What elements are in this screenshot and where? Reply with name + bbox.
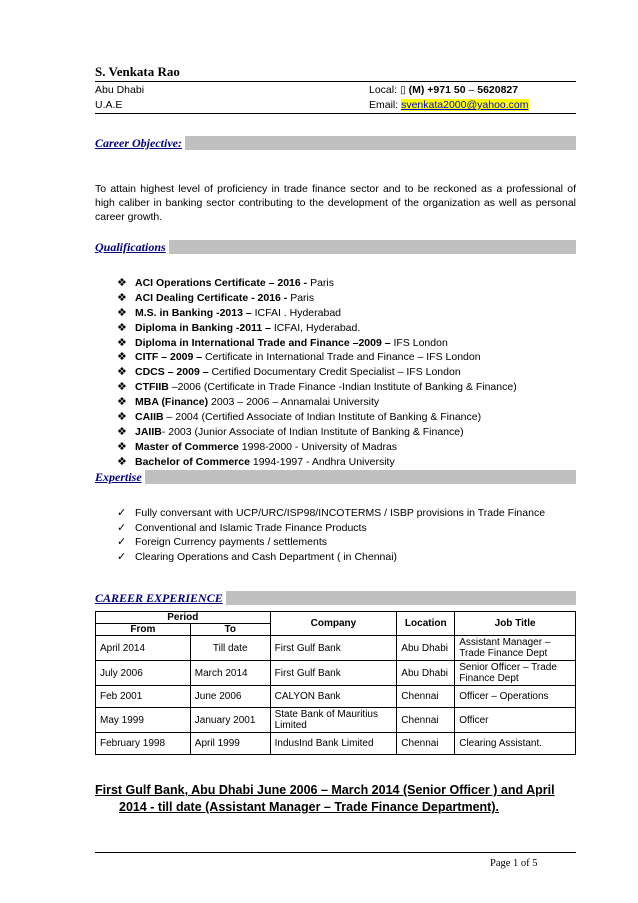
header-email xyxy=(369,99,529,111)
header-period: Period xyxy=(96,612,271,624)
qualification-item xyxy=(117,291,517,306)
header-phone xyxy=(369,84,518,96)
qualification-item xyxy=(117,365,517,380)
header-location: Location xyxy=(397,612,455,636)
qualification-detail: Certified Documentary Credit Specialist – IFS London xyxy=(211,366,461,379)
header-from: From xyxy=(96,624,191,636)
cell-from: May 1999 xyxy=(96,708,191,733)
qualification-detail: Certificate in International Trade and Finance – IFS London xyxy=(205,351,481,364)
footer-rule xyxy=(95,852,576,853)
header-bottom-rule xyxy=(95,113,576,114)
cell-to: March 2014 xyxy=(190,661,270,686)
header-city: Abu Dhabi xyxy=(95,84,145,96)
phone-dash: – xyxy=(465,84,478,96)
qualification-title: Diploma in International Trade and Finance –2009 – xyxy=(135,336,394,349)
cell-location: Chennai xyxy=(397,733,455,755)
qualification-detail: ICFAI . Hyderabad xyxy=(254,306,341,319)
expertise-item xyxy=(117,506,545,521)
qualification-title: Master of Commerce xyxy=(135,440,242,453)
cell-from: April 2014 xyxy=(96,636,191,661)
qualification-title: CITF – 2009 – xyxy=(135,351,206,364)
qualification-title: CTFIIB xyxy=(135,381,172,394)
header-job-title: Job Title xyxy=(455,612,576,636)
qualification-item xyxy=(117,350,517,365)
job-heading-line-2: 2014 - till date (Assistant Manager – Trade Finance Department). xyxy=(119,800,499,814)
phone-label: (M) +971 50 xyxy=(405,84,466,96)
career-table xyxy=(95,611,576,755)
checkmark-icon: ✓ xyxy=(117,550,127,563)
cell-to: Till date xyxy=(190,636,270,661)
diamond-bullet-icon: ❖ xyxy=(117,321,127,334)
expertise-text: Fully conversant with UCP/URC/ISP98/INCOTERMS / ISBP provisions in Trade Finance xyxy=(135,507,546,519)
cell-job-title: Senior Officer – Trade Finance Dept xyxy=(455,661,576,686)
cell-from: February 1998 xyxy=(96,733,191,755)
checkmark-icon: ✓ xyxy=(117,521,127,534)
cell-job-title: Officer – Operations xyxy=(455,686,576,708)
diamond-bullet-icon: ❖ xyxy=(117,455,127,468)
cell-job-title: Officer xyxy=(455,708,576,733)
section-title-objective: Career Objective: xyxy=(95,136,185,150)
qualification-detail: ICFAI, Hyderabad. xyxy=(273,321,361,334)
cell-to: June 2006 xyxy=(190,686,270,708)
phone-icon: ▯ xyxy=(399,84,406,96)
qualification-item xyxy=(117,336,517,351)
qualification-title: CAIIB xyxy=(135,411,167,424)
checkmark-icon: ✓ xyxy=(117,536,127,548)
diamond-bullet-icon: ❖ xyxy=(117,277,127,289)
checkmark-icon: ✓ xyxy=(117,507,127,519)
expertise-text: Clearing Operations and Cash Department ( in Chennai) xyxy=(135,550,398,563)
qualification-item xyxy=(117,276,517,291)
table-row xyxy=(96,733,576,755)
table-row xyxy=(96,636,576,661)
diamond-bullet-icon: ❖ xyxy=(117,440,127,453)
qualification-detail: 2003 – 2006 – Annamalai University xyxy=(211,396,380,409)
qualification-title: Bachelor of Commerce xyxy=(135,455,253,468)
qualification-title: M.S. in Banking -2013 – xyxy=(135,306,255,319)
qualification-title: Diploma in Banking -2011 – xyxy=(135,321,274,334)
cell-location: Chennai xyxy=(397,708,455,733)
job-heading-line-1: First Gulf Bank, Abu Dhabi June 2006 – March 2014 (Senior Officer ) and April xyxy=(95,783,555,797)
cell-company: State Bank of Mauritius Limited xyxy=(270,708,397,733)
qualification-item xyxy=(117,306,517,321)
qualification-item xyxy=(117,425,517,440)
diamond-bullet-icon: ❖ xyxy=(117,366,127,379)
qualification-item xyxy=(117,380,517,395)
diamond-bullet-icon: ❖ xyxy=(117,336,127,349)
header-to: To xyxy=(190,624,270,636)
diamond-bullet-icon: ❖ xyxy=(117,396,127,409)
table-row xyxy=(96,686,576,708)
cell-from: July 2006 xyxy=(96,661,191,686)
cell-location: Chennai xyxy=(397,686,455,708)
cell-to: January 2001 xyxy=(190,708,270,733)
qualification-title: MBA (Finance) xyxy=(135,396,212,409)
qualification-detail: 1994-1997 - Andhra University xyxy=(252,455,395,468)
cell-company: IndusInd Bank Limited xyxy=(270,733,397,755)
qualification-item xyxy=(117,410,517,425)
expertise-item xyxy=(117,550,545,565)
expertise-text: Conventional and Islamic Trade Finance Products xyxy=(135,521,367,534)
diamond-bullet-icon: ❖ xyxy=(117,381,127,394)
cell-to: April 1999 xyxy=(190,733,270,755)
cell-from: Feb 2001 xyxy=(96,686,191,708)
section-qualifications xyxy=(95,240,576,254)
cell-company: First Gulf Bank xyxy=(270,636,397,661)
diamond-bullet-icon: ❖ xyxy=(117,411,127,424)
cell-location: Abu Dhabi xyxy=(397,636,455,661)
phone-number: 5620827 xyxy=(477,84,519,96)
table-row xyxy=(96,708,576,733)
phone-prefix: Local: xyxy=(369,84,400,96)
expertise-item xyxy=(117,521,545,536)
diamond-bullet-icon: ❖ xyxy=(117,425,127,438)
qualification-item xyxy=(117,321,517,336)
qualification-detail: IFS London xyxy=(393,336,448,349)
qualification-item xyxy=(117,440,517,455)
cell-job-title: Assistant Manager – Trade Finance Dept xyxy=(455,636,576,661)
cell-location: Abu Dhabi xyxy=(397,661,455,686)
section-expertise xyxy=(95,470,576,484)
header-country: U.A.E xyxy=(95,99,123,111)
qualification-detail: – 2004 (Certified Associate of Indian Institute of Banking & Finance) xyxy=(166,411,482,424)
section-objective xyxy=(95,136,576,150)
section-title-career: CAREER EXPERIENCE xyxy=(95,591,226,605)
qualifications-list xyxy=(117,276,517,470)
candidate-name: S. Venkata Rao xyxy=(95,64,180,79)
diamond-bullet-icon: ❖ xyxy=(117,306,127,319)
table-row xyxy=(96,661,576,686)
qualification-title: ACI Dealing Certificate - 2016 - xyxy=(135,291,291,304)
section-title-expertise: Expertise xyxy=(95,470,145,484)
qualification-detail: –2006 (Certificate in Trade Finance -Indian Institute of Banking & Finance) xyxy=(171,381,517,394)
email-link[interactable]: svenkata2000@yahoo.com xyxy=(401,99,529,111)
page-number: Page 1 of 5 xyxy=(490,858,538,869)
section-title-qualifications: Qualifications xyxy=(95,240,169,254)
expertise-text: Foreign Currency payments / settlements xyxy=(135,536,327,548)
qualification-item xyxy=(117,395,517,410)
qualification-title: CDCS – 2009 – xyxy=(135,366,212,379)
qualification-item xyxy=(117,455,517,470)
expertise-list xyxy=(117,506,545,564)
qualification-detail: - 2003 (Junior Associate of Indian Institute of Banking & Finance) xyxy=(161,425,464,438)
header-top-rule xyxy=(95,81,576,82)
qualification-title: JAIIB xyxy=(135,425,162,438)
cell-company: CALYON Bank xyxy=(270,686,397,708)
diamond-bullet-icon: ❖ xyxy=(117,291,127,304)
cell-company: First Gulf Bank xyxy=(270,661,397,686)
qualification-detail: Paris xyxy=(290,291,315,304)
email-label: Email: xyxy=(369,99,402,111)
objective-text: To attain highest level of proficiency in trade finance sector and to be reckoned as a professional of high caliber in banking sector contributing to the development of the organization as well as personal career growth. xyxy=(95,183,576,223)
job-heading xyxy=(95,782,580,816)
section-career xyxy=(95,591,576,605)
qualification-detail: Paris xyxy=(310,277,334,289)
cell-job-title: Clearing Assistant. xyxy=(455,733,576,755)
qualification-title: ACI Operations Certificate – 2016 - xyxy=(135,277,311,289)
header-company: Company xyxy=(270,612,397,636)
diamond-bullet-icon: ❖ xyxy=(117,351,127,364)
qualification-detail: 1998-2000 - University of Madras xyxy=(241,440,398,453)
expertise-item xyxy=(117,535,545,550)
